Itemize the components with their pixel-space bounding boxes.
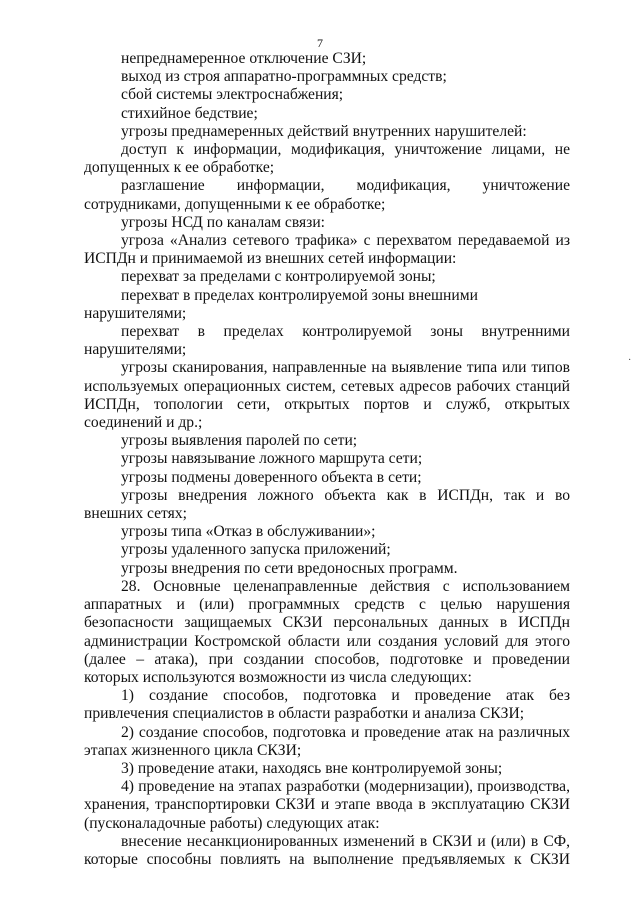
paragraph-13: угрозы сканирования, направленные на выявление типа или типов используемых операционных систем, сетевых адресов рабочих станций ИСПДн, топологии сети, открытых портов и служб, открытых соединений и др.; [84,359,570,432]
paragraph-4: стихийное бедствие; [121,104,258,122]
paragraph-14: угрозы выявления паролей по сети; [121,432,358,450]
paragraph-5: угрозы преднамеренных действий внутренних нарушителей: [121,122,527,140]
margin-marker: · [628,355,632,366]
paragraph-25: 4) проведение на этапах разработки (модернизации), производства, хранения, транспортировки СКЗИ и этапе ввода в эксплуатацию СКЗИ (пусконаладочные работы) следующих атак: [84,778,570,832]
paragraph-3: сбой системы электроснабжения; [121,86,344,104]
paragraph-10: перехват за пределами с контролируемой зоны; [121,268,436,286]
paragraph-2: выход из строя аппаратно-программных средств; [121,68,447,86]
document-body [84,50,570,869]
paragraph-11: перехват в пределах контролируемой зоны внешними нарушителями; [84,286,478,322]
paragraph-26: внесение несанкционированных изменений в СКЗИ и (или) в СФ, которые способны повлиять на выполнение предъявляемых к СКЗИ [84,832,570,868]
paragraph-17: угрозы внедрения ложного объекта как в ИСПДн, так и во внешних сетях; [84,486,570,523]
paragraph-15: угрозы навязывание ложного маршрута сети; [121,450,423,468]
paragraph-23: 2) создание способов, подготовка и проведение атак на различных этапах жизненного цикла СКЗИ; [84,723,570,759]
paragraph-7: разглашение информации, модификация, уничтожение сотрудниками, допущенными к ее обработке; [84,177,570,213]
paragraph-16: угрозы подмены доверенного объекта в сети; [121,468,422,486]
paragraph-1: непреднамеренное отключение СЗИ; [121,50,367,67]
paragraph-9: угроза «Анализ сетевого трафика» с перехватом передаваемой из ИСПДн и принимаемой из внешних сетей информации: [84,232,570,268]
paragraph-20: угрозы внедрения по сети вредоносных программ. [121,559,458,577]
paragraph-22: 1) создание способов, подготовка и проведение атак без привлечения специалистов в области разработки и анализа СКЗИ; [84,687,570,723]
paragraph-21: 28. Основные целенаправленные действия с использованием аппаратных и (или) программных средств с целью нарушения безопасности защищаемых СКЗИ персональных данных в ИСПДн администрации Костромской области или создания условий для этого (далее – атака), при создании способов, подготовке и проведении которых используются возможности из числа следующих: [84,577,570,686]
paragraph-19: угрозы удаленного запуска приложений; [121,541,391,559]
paragraph-12: перехват в пределах контролируемой зоны внутренними нарушителями; [84,323,570,359]
page-number: 7 [317,36,323,50]
paragraph-18: угрозы типа «Отказ в обслуживании»; [121,523,376,541]
paragraph-6: доступ к информации, модификация, уничтожение лицами, не допущенных к ее обработке; [84,141,570,177]
paragraph-24: 3) проведение атаки, находясь вне контролируемой зоны; [121,759,503,777]
paragraph-8: угрозы НСД по каналам связи: [121,213,326,231]
